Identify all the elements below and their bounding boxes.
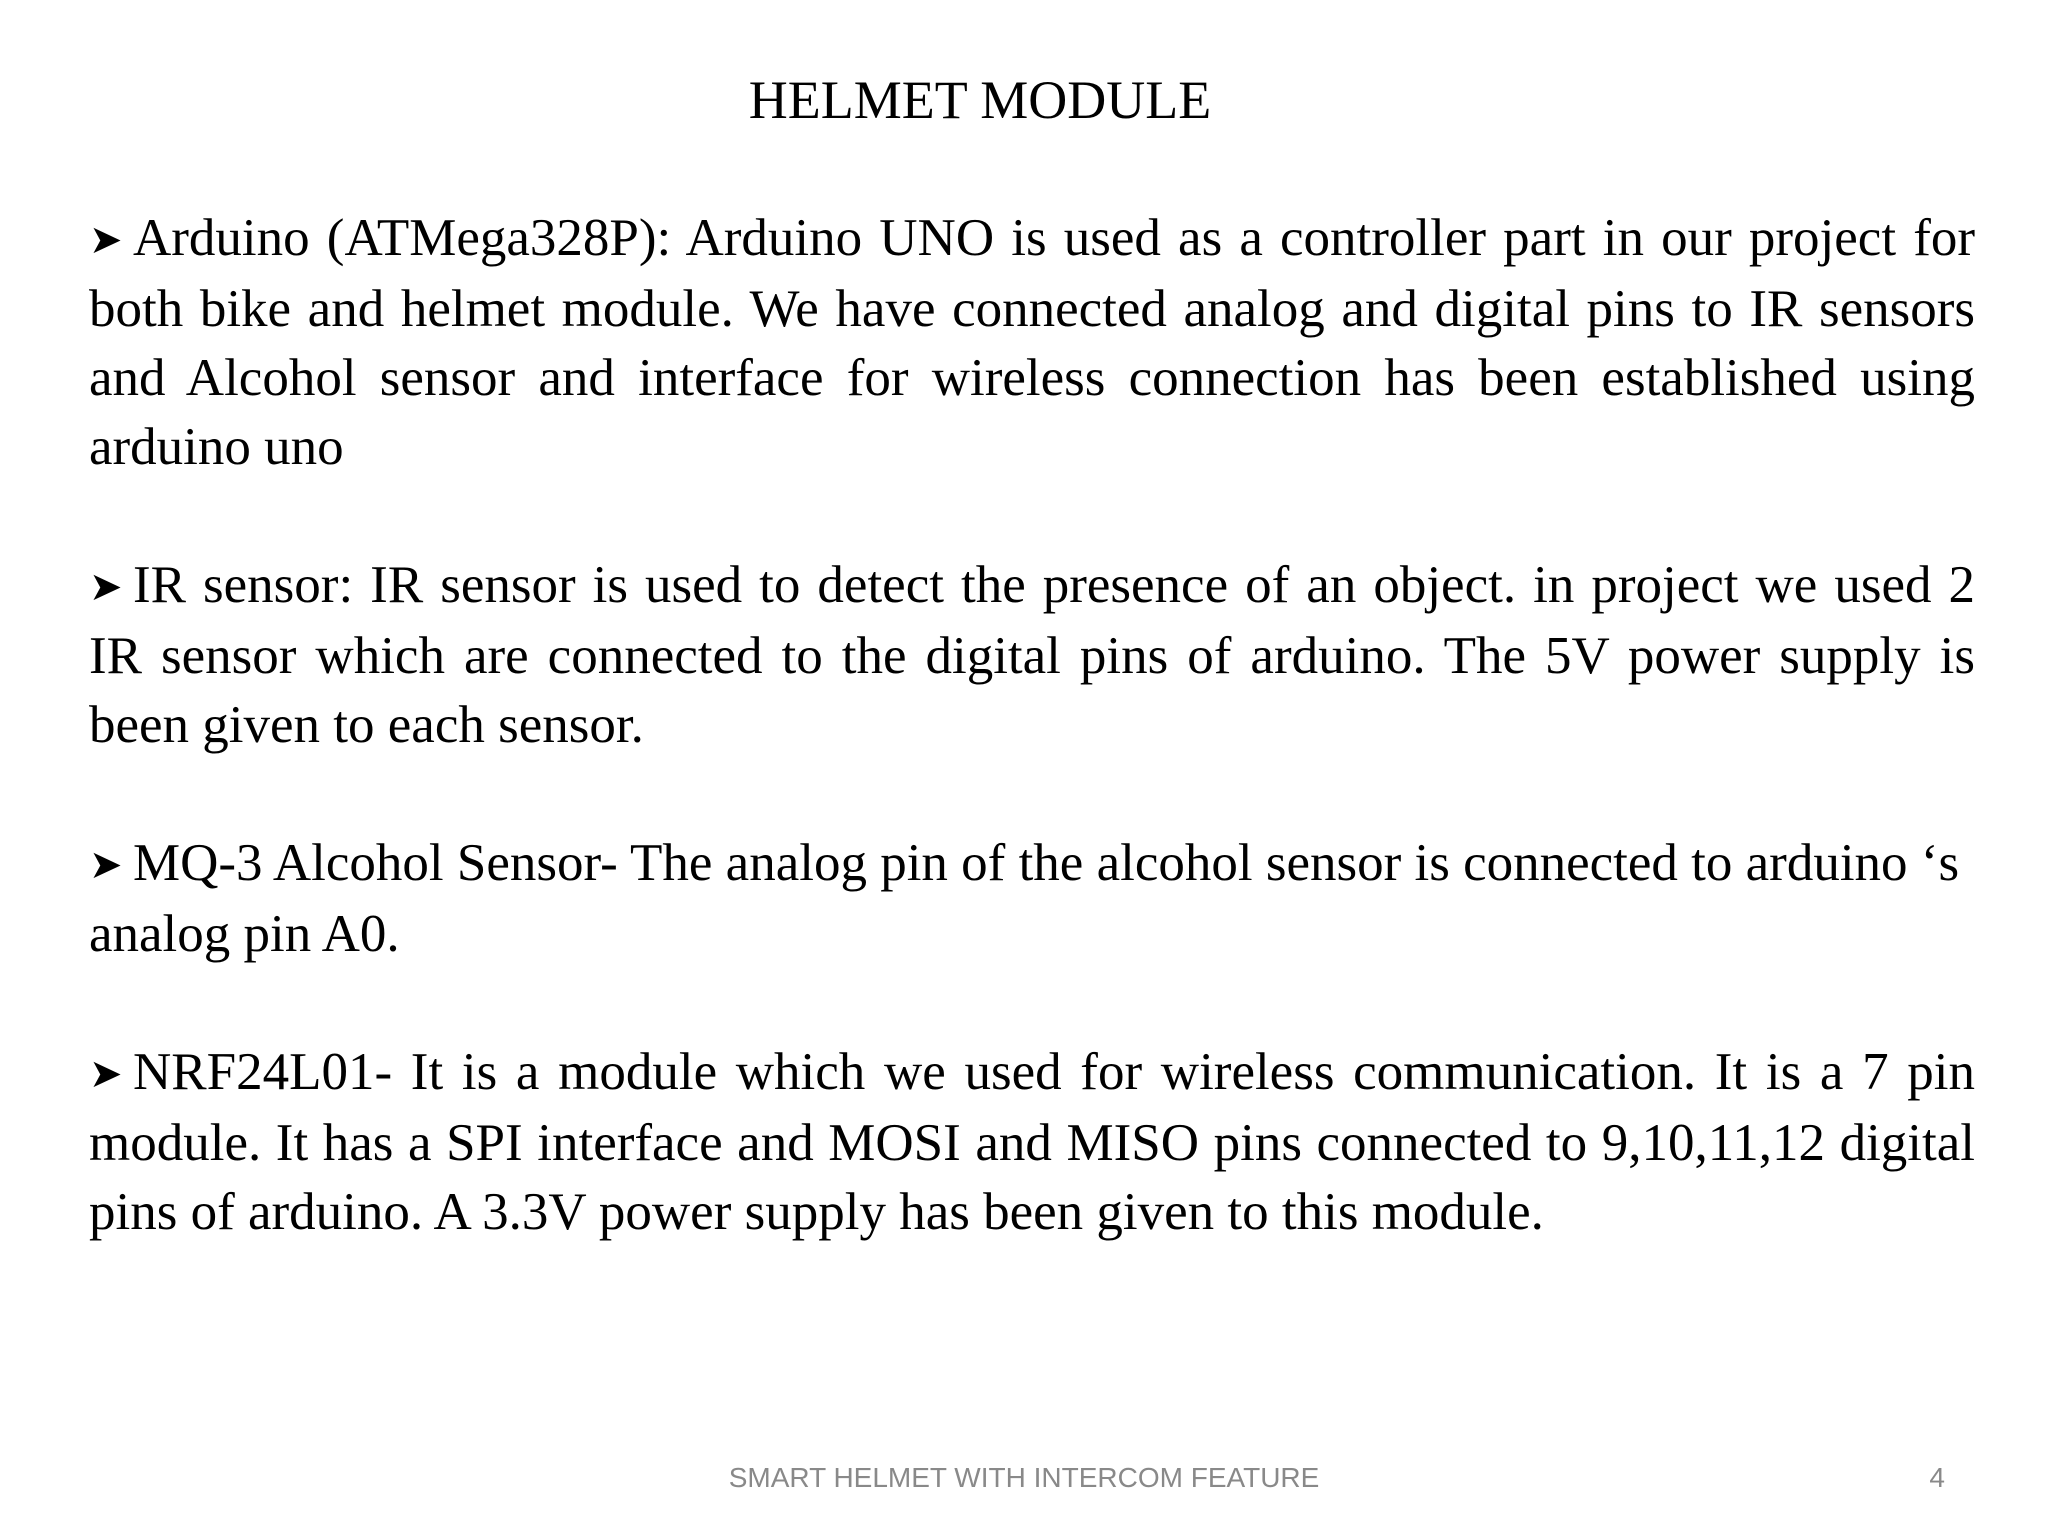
arrowhead-bullet-icon: ➤	[89, 217, 123, 263]
bullet-text: IR sensor: IR sensor is used to detect the presence of an object. in project we used 2 IR sensor which are connected to the digital pins of arduino. The 5V power supply is been given to each sensor.	[89, 556, 1975, 754]
arrowhead-bullet-icon: ➤	[89, 564, 123, 610]
bullet-ir-sensor	[89, 551, 1975, 760]
slide-title: HELMET MODULE	[748, 70, 1212, 130]
bullet-text: MQ-3 Alcohol Sensor- The analog pin of the alcohol sensor is connected to arduino ‘s analog pin A0.	[89, 834, 1960, 963]
page-number: 4	[1929, 1462, 1945, 1493]
arrowhead-bullet-icon: ➤	[89, 842, 123, 888]
bullet-nrf24l01	[89, 1038, 1975, 1247]
slide-footer: SMART HELMET WITH INTERCOM FEATURE	[728, 1462, 1320, 1493]
bullet-mq3-sensor	[89, 829, 1975, 969]
arrowhead-bullet-icon: ➤	[89, 1051, 123, 1097]
bullet-arduino	[89, 204, 1975, 482]
bullet-text: Arduino (ATMega328P): Arduino UNO is used as a controller part in our project for both bike and helmet module. We have connected analog and digital pins to IR sensors and Alcohol sensor and interface for wireless connection has been established using arduino uno	[89, 209, 1975, 476]
bullet-text: NRF24L01- It is a module which we used for wireless communication. It is a 7 pin module. It has a SPI interface and MOSI and MISO pins connected to 9,10,11,12 digital pins of arduino. A 3.3V power supply has been given to this module.	[89, 1043, 1975, 1241]
bullet-list	[89, 204, 1975, 1316]
